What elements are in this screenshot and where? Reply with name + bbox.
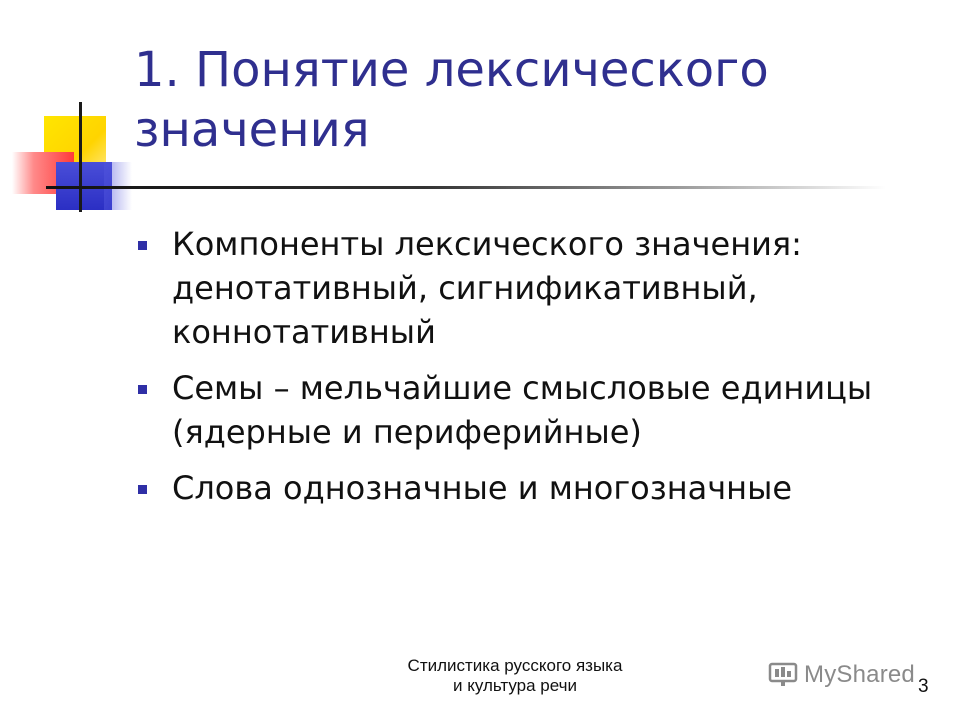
slide-footer [400,656,630,696]
square-bullet-icon [138,241,147,250]
page-number: 3 [918,676,929,697]
bullet-item [138,466,928,510]
bullet-text: Семы – мельчайшие смысловые единицы (ядерные и периферийные) [172,369,873,451]
bullet-item [138,222,928,354]
decorative-vertical-line [79,102,82,212]
bullet-item [138,366,928,454]
bullet-list [138,222,928,522]
square-bullet-icon [138,385,147,394]
title-underline [46,186,886,189]
watermark-label: MyShared [804,661,915,688]
bullet-text: Слова однозначные и многозначные [172,469,793,507]
bullet-text: Компоненты лексического значения: денотативный, сигнификативный, коннотативный [172,225,802,351]
square-bullet-icon [138,485,147,494]
footer-line-1: Стилистика русского языка [407,656,623,675]
presentation-screen-icon [768,661,798,689]
slide-title: 1. Понятие лексического значения [134,42,769,158]
footer-line-2: и культура речи [452,676,578,695]
myshared-watermark [768,657,928,693]
